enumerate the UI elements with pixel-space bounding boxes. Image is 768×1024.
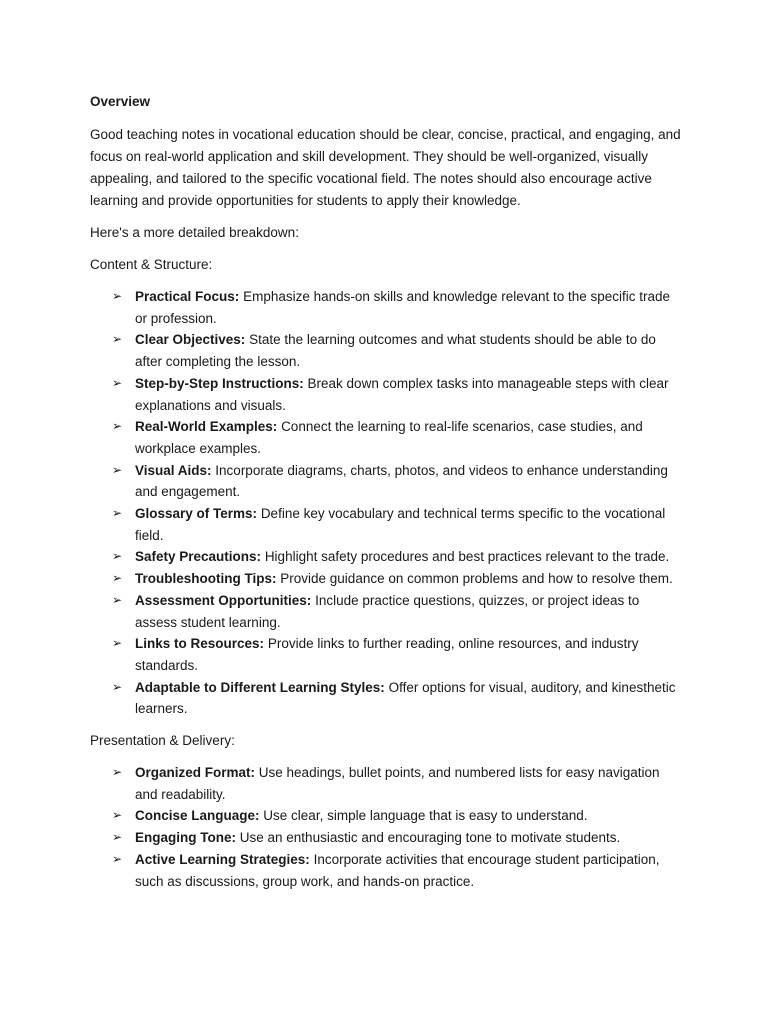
section-label-content-structure: Content & Structure: — [90, 257, 213, 272]
item-term: Organized Format: — [135, 765, 256, 781]
item-text: Break down complex tasks into manageable steps with clear explanations and visuals. — [135, 375, 669, 413]
item-term: Step-by-Step Instructions: — [135, 375, 304, 391]
item-term: Active Learning Strategies: — [135, 851, 310, 867]
intro-paragraph: Good teaching notes in vocational education should be clear, concise, practical, and engaging, and focus on real-world application and skill development. They should be well-organized, visually appealing, and tailored to the specific vocational field. The notes should also encourage active learning and provide opportunities for students to apply their knowledge. — [90, 127, 681, 208]
item-term: Glossary of Terms: — [135, 506, 258, 522]
list-item — [90, 460, 682, 503]
list-item — [90, 503, 682, 546]
arrowhead-bullet-icon: ➢ — [112, 851, 123, 866]
item-text: Connect the learning to real-life scenarios, case studies, and workplace examples. — [135, 419, 643, 456]
arrowhead-bullet-icon: ➢ — [112, 462, 123, 477]
list-item — [90, 762, 682, 805]
arrowhead-bullet-icon: ➢ — [112, 375, 123, 390]
item-text: Use headings, bullet points, and numbered lists for easy navigation and readability. — [135, 765, 660, 802]
list-item — [90, 590, 682, 633]
list-item — [90, 373, 682, 416]
item-text: Define key vocabulary and technical terms specific to the vocational field. — [135, 506, 666, 543]
item-text: Emphasize hands-on skills and knowledge relevant to the specific trade or profession. — [135, 289, 671, 326]
item-text: Use an enthusiastic and encouraging tone to motivate students. — [239, 830, 621, 846]
arrowhead-bullet-icon: ➢ — [112, 549, 123, 564]
presentation-delivery-list — [90, 762, 682, 892]
list-item — [90, 827, 682, 849]
item-term: Clear Objectives: — [135, 332, 246, 348]
item-text: Provide links to further reading, online resources, and industry standards. — [135, 636, 639, 673]
list-item — [90, 805, 682, 827]
list-item — [90, 416, 682, 459]
list-item — [90, 568, 682, 590]
section-label-presentation-delivery: Presentation & Delivery: — [90, 733, 235, 749]
item-term: Concise Language: — [135, 808, 260, 824]
list-item — [90, 329, 682, 372]
list-item — [90, 849, 682, 892]
item-text: Use clear, simple language that is easy to understand. — [263, 808, 588, 824]
arrowhead-bullet-icon: ➢ — [112, 808, 123, 823]
item-term: Adaptable to Different Learning Styles: — [135, 679, 385, 695]
item-term: Safety Precautions: — [135, 549, 262, 565]
list-item — [90, 286, 682, 329]
item-text: Offer options for visual, auditory, and kinesthetic learners. — [135, 679, 676, 717]
arrowhead-bullet-icon: ➢ — [112, 289, 123, 303]
item-text: Highlight safety procedures and best practices relevant to the trade. — [264, 549, 670, 565]
arrowhead-bullet-icon: ➢ — [112, 506, 123, 521]
item-text: Incorporate activities that encourage student participation, such as discussions, group work, and hands-on practice. — [135, 851, 660, 889]
item-term: Assessment Opportunities: — [135, 592, 312, 608]
arrowhead-bullet-icon: ➢ — [112, 830, 123, 845]
item-term: Practical Focus: — [135, 289, 240, 304]
list-item — [90, 677, 682, 720]
item-text: Provide guidance on common problems and how to resolve them. — [280, 571, 673, 587]
item-term: Engaging Tone: — [135, 830, 236, 846]
document-page — [90, 92, 682, 902]
document-title: Overview — [90, 94, 151, 109]
item-text: State the learning outcomes and what students should be able to do after completing the lesson. — [135, 332, 656, 370]
arrowhead-bullet-icon: ➢ — [112, 332, 123, 347]
arrowhead-bullet-icon: ➢ — [112, 679, 123, 694]
arrowhead-bullet-icon: ➢ — [112, 592, 123, 607]
item-term: Real-World Examples: — [135, 419, 278, 435]
item-term: Links to Resources: — [135, 636, 265, 652]
breakdown-lead: Here's a more detailed breakdown: — [90, 225, 299, 240]
list-item — [90, 546, 682, 568]
arrowhead-bullet-icon: ➢ — [112, 636, 123, 651]
item-text: Include practice questions, quizzes, or project ideas to assess student learning. — [135, 592, 640, 630]
item-term: Visual Aids: — [135, 462, 212, 478]
arrowhead-bullet-icon: ➢ — [112, 765, 123, 780]
content-structure-list — [90, 286, 682, 720]
arrowhead-bullet-icon: ➢ — [112, 571, 123, 586]
item-text: Incorporate diagrams, charts, photos, and videos to enhance understanding and engagement. — [135, 462, 668, 500]
arrowhead-bullet-icon: ➢ — [112, 419, 123, 434]
item-term: Troubleshooting Tips: — [135, 571, 277, 587]
list-item — [90, 633, 682, 676]
